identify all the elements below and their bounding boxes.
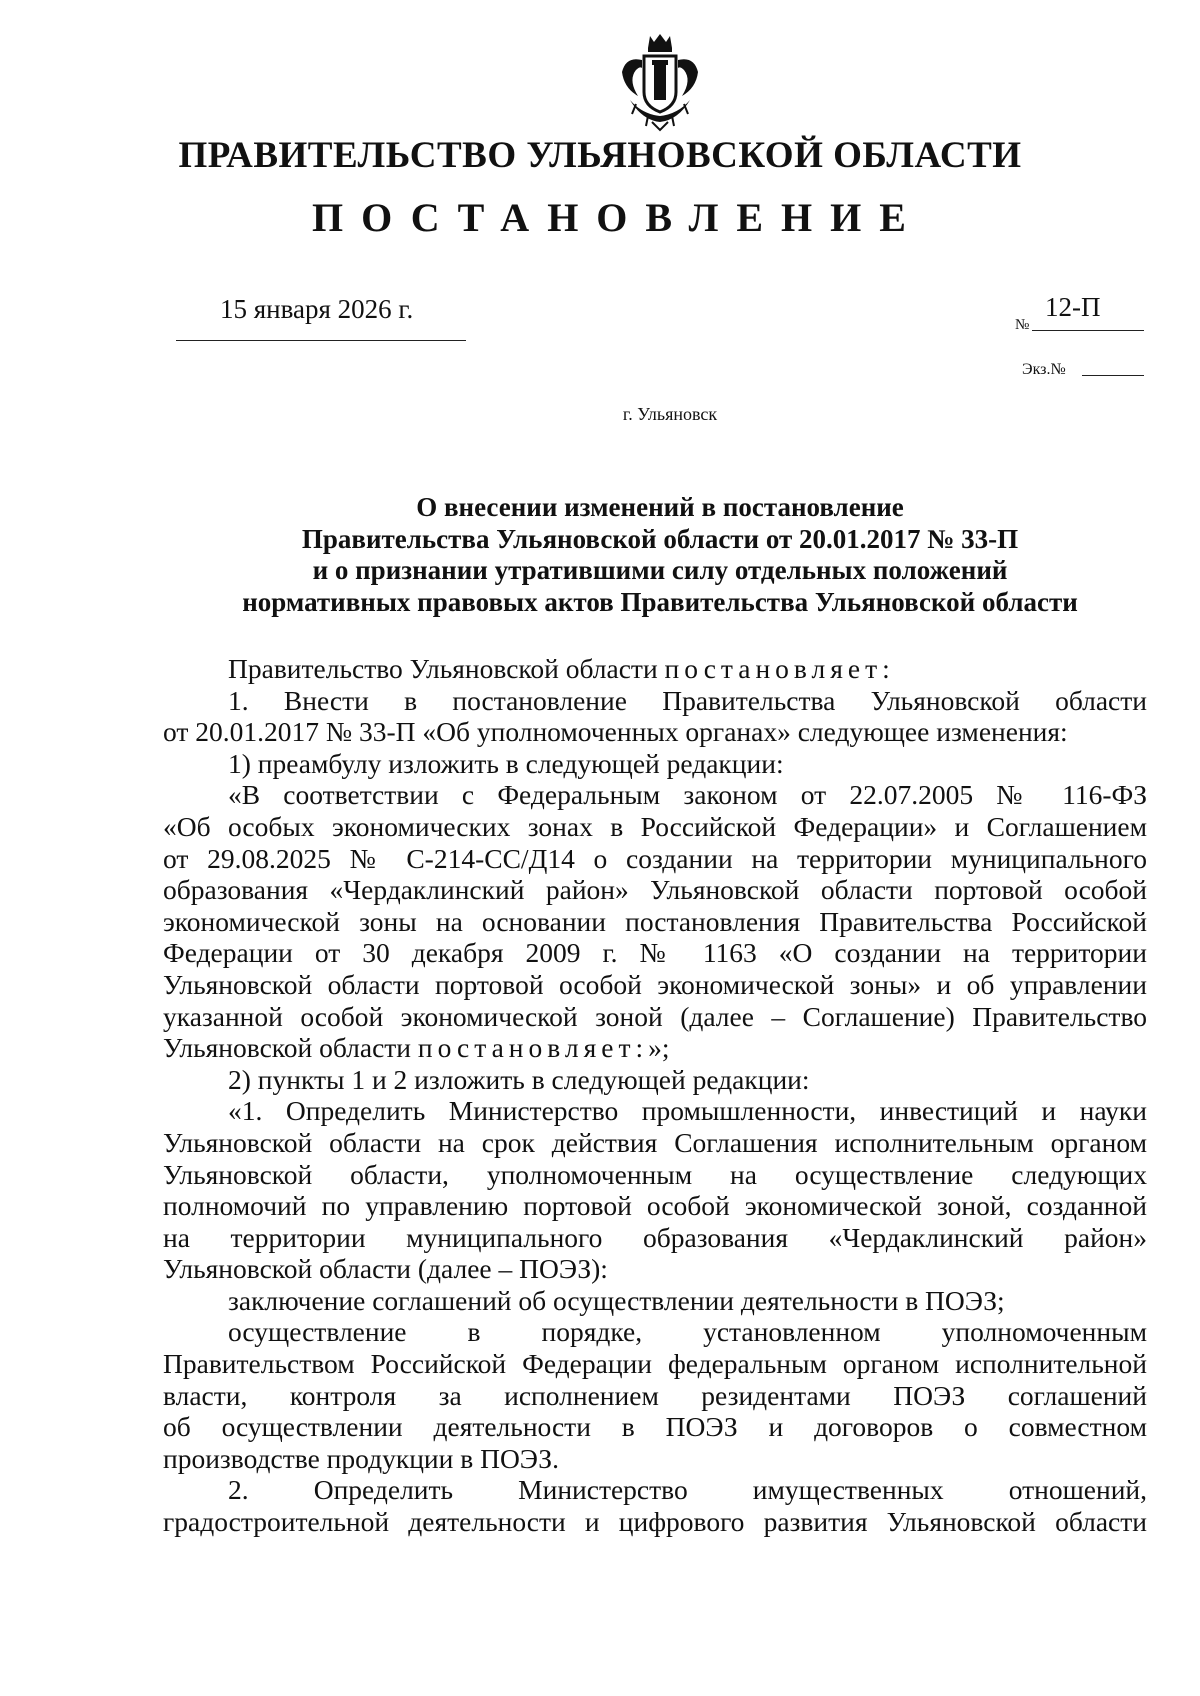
number-underline [1032,330,1144,331]
subject-line: и о признании утратившими силу отдельных положений [312,555,1008,585]
body-line: Ульяновской области постановляет:»; [163,1032,670,1064]
number-sign: № [1015,317,1030,333]
body-line: градостроительной деятельности и цифрового развития Ульяновской области [163,1506,1147,1538]
body-line: Ульяновской области портовой особой экономической зоны» и об управлении [163,968,1147,1000]
body-line: от 29.08.2025 № С-214-СС/Д14 о создании на территории муниципального [163,842,1147,874]
body-line: от 20.01.2017 № 33-П «Об уполномоченных органах» следующее изменения: [163,716,1068,748]
body-line: осуществление в порядке, установленном уполномоченным [228,1316,1147,1348]
body-line: производстве продукции в ПОЭЗ. [163,1442,559,1474]
document-type: ПОСТАНОВЛЕНИЕ [312,195,924,240]
organization-title: ПРАВИТЕЛЬСТВО УЛЬЯНОВСКОЙ ОБЛАСТИ [178,135,1022,176]
document-subject [200,492,1120,618]
body-line: об осуществлении деятельности в ПОЭЗ и договоров о совместном [163,1411,1147,1443]
body-line: 1. Внести в постановление Правительства Ульяновской области [228,684,1147,716]
body-line: 2. Определить Министерство имущественных отношений, [228,1474,1147,1506]
body-line: «В соответствии с Федеральным законом от 22.07.2005 № 116-ФЗ [228,779,1147,811]
body-line: Ульяновской области, уполномоченным на осуществление следующих [163,1158,1147,1190]
document-date: 15 января 2026 г. [220,294,414,324]
body-line: «Об особых экономических зонах в Российской Федерации» и Соглашением [163,810,1147,842]
body-line: 1) преамбулу изложить в следующей редакции: [228,747,784,779]
copy-number-label: Экз.№ [1022,361,1066,378]
body-line: экономической зоны на основании постановления Правительства Российской [163,905,1147,937]
document-number: 12-П [1045,292,1101,322]
body-line: образования «Чердаклинский район» Ульяновской области портовой особой [163,874,1147,906]
ulyanovsk-coat-of-arms-icon [612,30,708,134]
body-line: на территории муниципального образования «Чердаклинский район» [163,1221,1147,1253]
body-line: Ульяновской области на срок действия Соглашения исполнительным органом [163,1126,1147,1158]
body-line: заключение соглашений об осуществлении деятельности в ПОЭЗ; [228,1284,1005,1316]
document-body [163,653,1147,1538]
copy-number-line [1082,375,1144,376]
intro-paragraph: Правительство Ульяновской области постановляет: [228,653,895,684]
body-line: Правительством Российской Федерации федеральным органом исполнительной [163,1348,1147,1380]
date-underline [176,340,466,341]
body-line: указанной особой экономической зоной (далее – Соглашение) Правительство [163,1000,1147,1032]
body-line: власти, контроля за исполнением резидентами ПОЭЗ соглашений [163,1379,1147,1411]
body-line: Федерации от 30 декабря 2009 г. № 1163 «О создании на территории [163,937,1147,969]
body-line: Ульяновской области (далее – ПОЭЗ): [163,1253,608,1285]
body-line: 2) пункты 1 и 2 изложить в следующей редакции: [228,1063,810,1095]
body-line: полномочий по управлению портовой особой экономической зоной, созданной [163,1190,1147,1222]
subject-line: Правительства Ульяновской области от 20.01.2017 № 33-П [301,523,1019,554]
subject-line: нормативных правовых актов Правительства Ульяновской области [242,586,1078,617]
city: г. Ульяновск [622,404,718,424]
body-line: «1. Определить Министерство промышленности, инвестиций и науки [228,1095,1147,1127]
subject-line: О внесении изменений в постановление [416,492,904,522]
